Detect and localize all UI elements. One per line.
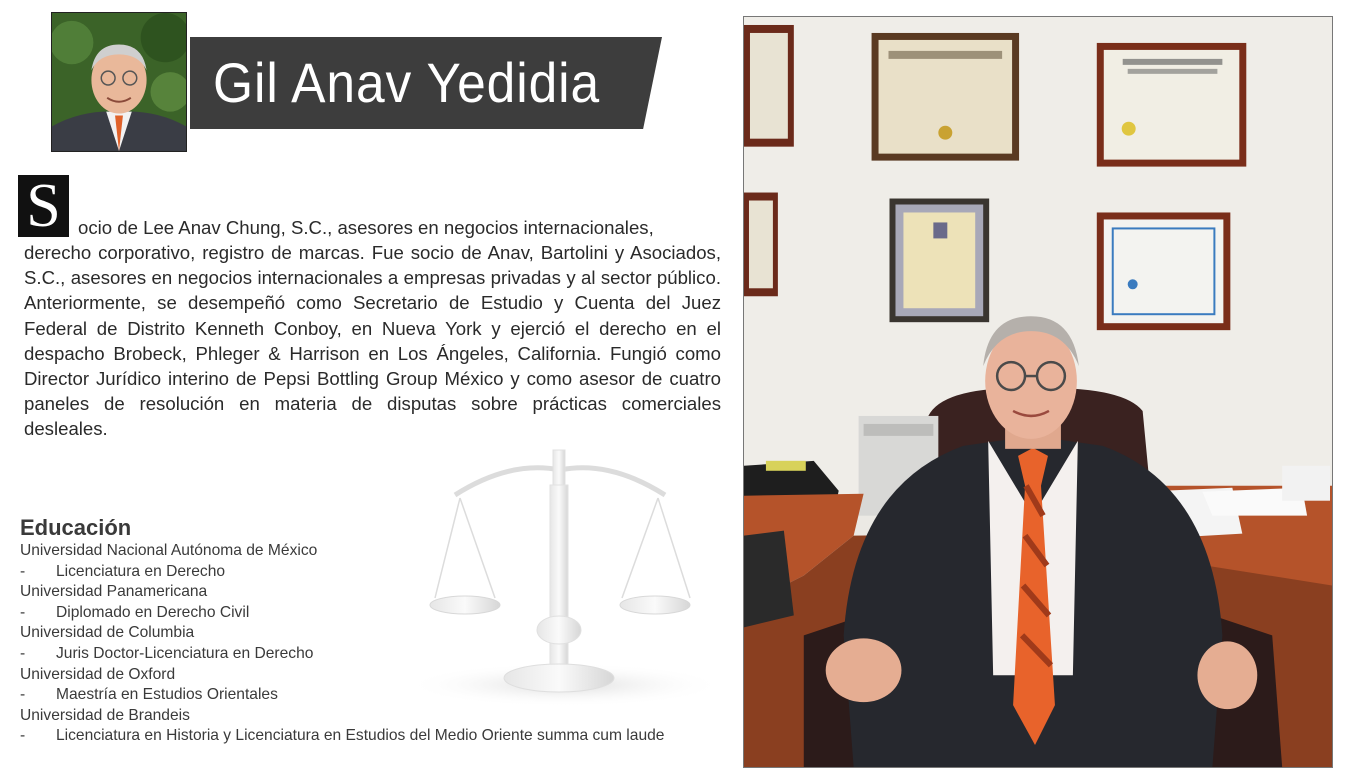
bio-first-line: ocio de Lee Anav Chung, S.C., asesores en negocios internacionales,: [78, 217, 654, 238]
bullet-dash: -: [20, 727, 26, 745]
bullet-dash: -: [20, 644, 26, 662]
diploma-frame: [1097, 212, 1231, 330]
education-school: Universidad de Columbia: [20, 624, 195, 642]
education-degree-text: Maestría en Estudios Orientales: [56, 686, 278, 704]
education-degree: [20, 726, 730, 747]
avatar-portrait: [52, 13, 186, 151]
education-school: Universidad de Oxford: [20, 665, 176, 683]
bullet-dash: -: [20, 603, 26, 621]
profile-avatar: [51, 12, 187, 152]
education-degree: [20, 562, 730, 583]
bio-paragraph: derecho corporativo, registro de marcas. Fue socio de Anav, Bartolini y Asociados, S.C., asesores en negocios internacionales a empresas privadas y al sector público. Anteriormente, se desempeñó como Secretario de Estudio y Cuenta del Juez Federal de Distrito Kenneth Conboy, en Nueva York y ejerció el derecho en el despacho Brobeck, Phleger & Harrison en Los Ángeles, California. Fungió como Director Jurídico interino de Pepsi Bottling Group México y como asesor de cuatro paneles de resolución en materia de disputas sobre prácticas comerciales desleales.: [24, 242, 721, 440]
education-degree: [20, 603, 730, 624]
education-school: Universidad Nacional Autónoma de México: [20, 542, 318, 559]
diploma-frame: [744, 193, 778, 297]
education-degree-text: Licenciatura en Derecho: [56, 562, 226, 580]
education-degree: [20, 644, 730, 665]
education-school: Universidad de Brandeis: [20, 706, 190, 724]
office-photo: [743, 16, 1333, 768]
education-degree-text: Juris Doctor-Licenciatura en Derecho: [56, 644, 314, 662]
bio-drop-cap: S: [18, 175, 69, 237]
person-name: Gil Anav Yedidia: [213, 51, 601, 114]
education-list: [20, 541, 730, 747]
education-degree: [20, 685, 730, 706]
bullet-dash: -: [20, 686, 26, 704]
education-degree-text: Diplomado en Derecho Civil: [56, 603, 250, 621]
diploma-frame: [890, 199, 990, 323]
office-scene: [744, 17, 1332, 767]
diploma-frame: [872, 33, 1019, 161]
education-degree-text: Licenciatura en Historia y Licenciatura en Estudios del Medio Oriente summa cum laude: [56, 727, 665, 745]
bullet-dash: -: [20, 562, 26, 580]
education-heading: Educación: [20, 515, 132, 540]
diploma-frame: [1097, 43, 1246, 167]
education-school: Universidad Panamericana: [20, 583, 208, 601]
diploma-frame: [744, 25, 794, 147]
